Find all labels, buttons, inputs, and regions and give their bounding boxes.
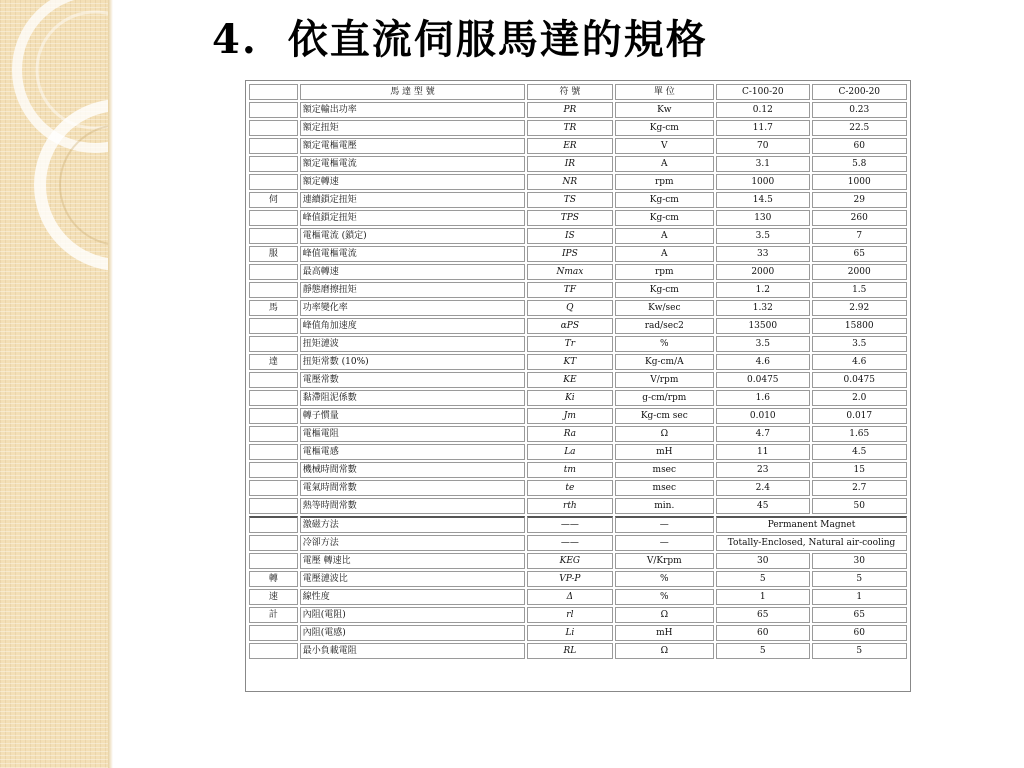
value-c100-cell: 1.32 (716, 300, 809, 316)
unit-cell: msec (615, 480, 715, 496)
value-c100-cell: 11.7 (716, 120, 809, 136)
group-label-cell (249, 643, 298, 659)
group-label-cell (249, 625, 298, 641)
table-row (249, 571, 907, 587)
unit-cell: g-cm/rpm (615, 390, 715, 406)
value-c100-cell: 3.1 (716, 156, 809, 172)
value-c200-cell: 1 (812, 589, 908, 605)
parameter-name-cell: 機械時間常數 (300, 462, 525, 478)
value-c200-cell: 15800 (812, 318, 908, 334)
header-cell-c100: C-100-20 (716, 84, 809, 100)
parameter-name-cell: 電壓 轉速比 (300, 553, 525, 569)
value-c100-cell: 4.6 (716, 354, 809, 370)
symbol-cell: rth (527, 498, 612, 514)
group-label-cell (249, 426, 298, 442)
parameter-name-cell: 連續鎖定扭矩 (300, 192, 525, 208)
value-c200-cell: 4.6 (812, 354, 908, 370)
group-label-cell: 轉 (249, 571, 298, 587)
value-c200-cell: 5 (812, 643, 908, 659)
unit-cell: V/Krpm (615, 553, 715, 569)
value-c200-cell: 1.5 (812, 282, 908, 298)
group-label-cell (249, 336, 298, 352)
table-row (249, 318, 907, 334)
value-c200-cell: 15 (812, 462, 908, 478)
parameter-name-cell: 黏滯阻泥係數 (300, 390, 525, 406)
table-row (249, 102, 907, 118)
symbol-cell: αPS (527, 318, 612, 334)
symbol-cell: rl (527, 607, 612, 623)
parameter-name-cell: 電壓常數 (300, 372, 525, 388)
value-c100-cell: 13500 (716, 318, 809, 334)
table-row (249, 372, 907, 388)
merged-value-cell: Totally-Enclosed, Natural air-cooling (716, 535, 907, 551)
value-c100-cell: 2.4 (716, 480, 809, 496)
symbol-cell: tm (527, 462, 612, 478)
symbol-cell: VP-P (527, 571, 612, 587)
value-c100-cell: 45 (716, 498, 809, 514)
value-c200-cell: 5 (812, 571, 908, 587)
unit-cell: rad/sec2 (615, 318, 715, 334)
value-c200-cell: 260 (812, 210, 908, 226)
table-row (249, 462, 907, 478)
symbol-cell: La (527, 444, 612, 460)
value-c200-cell: 7 (812, 228, 908, 244)
unit-cell: A (615, 228, 715, 244)
table-row (249, 156, 907, 172)
merged-value-cell: Permanent Magnet (716, 516, 907, 533)
slide-title (212, 8, 708, 72)
table-row (249, 210, 907, 226)
symbol-cell: IPS (527, 246, 612, 262)
group-label-cell: 速 (249, 589, 298, 605)
decorative-circles (0, 0, 113, 768)
unit-cell: mH (615, 625, 715, 641)
group-label-cell (249, 174, 298, 190)
value-c200-cell: 60 (812, 138, 908, 154)
header-cell-group (249, 84, 298, 100)
symbol-cell: PR (527, 102, 612, 118)
table-row (249, 625, 907, 641)
unit-cell: — (615, 516, 715, 533)
unit-cell: Kg-cm (615, 282, 715, 298)
unit-cell: Kg-cm (615, 192, 715, 208)
table-header-row (249, 84, 907, 100)
table-row (249, 553, 907, 569)
parameter-name-cell: 激磁方法 (300, 516, 525, 533)
value-c100-cell: 33 (716, 246, 809, 262)
symbol-cell: —— (527, 535, 612, 551)
symbol-cell: IS (527, 228, 612, 244)
table-row (249, 444, 907, 460)
table-row (249, 589, 907, 605)
group-label-cell (249, 390, 298, 406)
value-c200-cell: 0.017 (812, 408, 908, 424)
unit-cell: rpm (615, 264, 715, 280)
parameter-name-cell: 最高轉速 (300, 264, 525, 280)
symbol-cell: KT (527, 354, 612, 370)
unit-cell: msec (615, 462, 715, 478)
group-label-cell (249, 282, 298, 298)
symbol-cell: Δ (527, 589, 612, 605)
value-c100-cell: 0.12 (716, 102, 809, 118)
symbol-cell: Nmax (527, 264, 612, 280)
value-c100-cell: 1 (716, 589, 809, 605)
unit-cell: % (615, 571, 715, 587)
unit-cell: % (615, 589, 715, 605)
table-row (249, 535, 907, 551)
symbol-cell: Li (527, 625, 612, 641)
table-row (249, 390, 907, 406)
value-c200-cell: 60 (812, 625, 908, 641)
value-c100-cell: 5 (716, 571, 809, 587)
parameter-name-cell: 最小負載電阻 (300, 643, 525, 659)
unit-cell: min. (615, 498, 715, 514)
table-row (249, 282, 907, 298)
value-c200-cell: 2.0 (812, 390, 908, 406)
unit-cell: Ω (615, 426, 715, 442)
unit-cell: A (615, 246, 715, 262)
symbol-cell: Q (527, 300, 612, 316)
value-c200-cell: 0.0475 (812, 372, 908, 388)
value-c100-cell: 3.5 (716, 228, 809, 244)
parameter-name-cell: 電樞電感 (300, 444, 525, 460)
group-label-cell: 伺 (249, 192, 298, 208)
spec-table (247, 82, 909, 661)
parameter-name-cell: 扭矩漣波 (300, 336, 525, 352)
parameter-name-cell: 電氣時間常數 (300, 480, 525, 496)
table-row (249, 120, 907, 136)
table-row (249, 228, 907, 244)
header-cell-c200: C-200-20 (812, 84, 908, 100)
value-c100-cell: 130 (716, 210, 809, 226)
table-row (249, 498, 907, 514)
value-c200-cell: 29 (812, 192, 908, 208)
unit-cell: A (615, 156, 715, 172)
value-c100-cell: 65 (716, 607, 809, 623)
value-c200-cell: 65 (812, 607, 908, 623)
unit-cell: V (615, 138, 715, 154)
symbol-cell: Tr (527, 336, 612, 352)
table-row (249, 300, 907, 316)
value-c200-cell: 2000 (812, 264, 908, 280)
value-c200-cell: 1000 (812, 174, 908, 190)
symbol-cell: ER (527, 138, 612, 154)
group-label-cell (249, 102, 298, 118)
parameter-name-cell: 內阻(電感) (300, 625, 525, 641)
unit-cell: Kg-cm (615, 210, 715, 226)
value-c200-cell: 3.5 (812, 336, 908, 352)
group-label-cell (249, 264, 298, 280)
symbol-cell: NR (527, 174, 612, 190)
symbol-cell: Jm (527, 408, 612, 424)
value-c100-cell: 11 (716, 444, 809, 460)
parameter-name-cell: 額定轉速 (300, 174, 525, 190)
unit-cell: Kg-cm (615, 120, 715, 136)
group-label-cell (249, 372, 298, 388)
group-label-cell: 計 (249, 607, 298, 623)
parameter-name-cell: 轉子慣量 (300, 408, 525, 424)
symbol-cell: KEG (527, 553, 612, 569)
symbol-cell: KE (527, 372, 612, 388)
spec-table-body (249, 84, 907, 659)
group-label-cell (249, 138, 298, 154)
parameter-name-cell: 冷卻方法 (300, 535, 525, 551)
symbol-cell: TS (527, 192, 612, 208)
group-label-cell (249, 444, 298, 460)
parameter-name-cell: 電樞電阻 (300, 426, 525, 442)
value-c200-cell: 30 (812, 553, 908, 569)
unit-cell: Kw (615, 102, 715, 118)
table-row (249, 607, 907, 623)
table-row (249, 354, 907, 370)
table-row (249, 138, 907, 154)
value-c100-cell: 23 (716, 462, 809, 478)
header-cell-symbol: 符 號 (527, 84, 612, 100)
symbol-cell: RL (527, 643, 612, 659)
slide-title-text: 依直流伺服馬達的規格 (287, 16, 708, 63)
unit-cell: Kw/sec (615, 300, 715, 316)
parameter-name-cell: 額定輸出功率 (300, 102, 525, 118)
table-row (249, 516, 907, 533)
unit-cell: Kg-cm/A (615, 354, 715, 370)
group-label-cell (249, 408, 298, 424)
unit-cell: Ω (615, 643, 715, 659)
value-c200-cell: 50 (812, 498, 908, 514)
symbol-cell: te (527, 480, 612, 496)
group-label-cell: 馬 (249, 300, 298, 316)
decorative-sidebar (0, 0, 113, 768)
parameter-name-cell: 額定扭矩 (300, 120, 525, 136)
symbol-cell: TF (527, 282, 612, 298)
value-c100-cell: 1000 (716, 174, 809, 190)
parameter-name-cell: 電樞電流 (鎖定) (300, 228, 525, 244)
group-label-cell (249, 516, 298, 533)
table-row (249, 426, 907, 442)
symbol-cell: IR (527, 156, 612, 172)
value-c100-cell: 30 (716, 553, 809, 569)
parameter-name-cell: 熱等時間常數 (300, 498, 525, 514)
table-row (249, 480, 907, 496)
value-c200-cell: 2.7 (812, 480, 908, 496)
slide-title-number: 4. (212, 16, 258, 63)
value-c100-cell: 5 (716, 643, 809, 659)
unit-cell: rpm (615, 174, 715, 190)
unit-cell: — (615, 535, 715, 551)
value-c100-cell: 14.5 (716, 192, 809, 208)
table-row (249, 174, 907, 190)
value-c100-cell: 4.7 (716, 426, 809, 442)
table-row (249, 643, 907, 659)
parameter-name-cell: 扭矩常數 (10%) (300, 354, 525, 370)
value-c100-cell: 70 (716, 138, 809, 154)
group-label-cell (249, 462, 298, 478)
parameter-name-cell: 內阻(電阻) (300, 607, 525, 623)
value-c100-cell: 60 (716, 625, 809, 641)
spec-table-frame (245, 80, 911, 692)
value-c200-cell: 22.5 (812, 120, 908, 136)
symbol-cell: —— (527, 516, 612, 533)
table-row (249, 192, 907, 208)
group-label-cell (249, 553, 298, 569)
table-row (249, 264, 907, 280)
group-label-cell (249, 480, 298, 496)
parameter-name-cell: 額定電樞電壓 (300, 138, 525, 154)
table-row (249, 408, 907, 424)
parameter-name-cell: 線性度 (300, 589, 525, 605)
group-label-cell (249, 210, 298, 226)
value-c200-cell: 65 (812, 246, 908, 262)
parameter-name-cell: 峰值電樞電流 (300, 246, 525, 262)
value-c200-cell: 2.92 (812, 300, 908, 316)
parameter-name-cell: 額定電樞電流 (300, 156, 525, 172)
unit-cell: Kg-cm sec (615, 408, 715, 424)
value-c100-cell: 3.5 (716, 336, 809, 352)
group-label-cell: 達 (249, 354, 298, 370)
group-label-cell (249, 498, 298, 514)
unit-cell: mH (615, 444, 715, 460)
value-c200-cell: 4.5 (812, 444, 908, 460)
header-cell-model: 馬 達 型 號 (300, 84, 525, 100)
value-c200-cell: 5.8 (812, 156, 908, 172)
parameter-name-cell: 電壓漣波比 (300, 571, 525, 587)
value-c100-cell: 1.2 (716, 282, 809, 298)
table-row (249, 336, 907, 352)
symbol-cell: TR (527, 120, 612, 136)
parameter-name-cell: 靜態磨擦扭矩 (300, 282, 525, 298)
symbol-cell: Ki (527, 390, 612, 406)
group-label-cell: 服 (249, 246, 298, 262)
group-label-cell (249, 120, 298, 136)
header-cell-unit: 單 位 (615, 84, 715, 100)
value-c100-cell: 0.010 (716, 408, 809, 424)
value-c200-cell: 1.65 (812, 426, 908, 442)
value-c100-cell: 0.0475 (716, 372, 809, 388)
group-label-cell (249, 228, 298, 244)
unit-cell: % (615, 336, 715, 352)
parameter-name-cell: 峰值角加速度 (300, 318, 525, 334)
unit-cell: Ω (615, 607, 715, 623)
parameter-name-cell: 峰值鎖定扭矩 (300, 210, 525, 226)
sidebar-edge (108, 0, 113, 768)
value-c200-cell: 0.23 (812, 102, 908, 118)
table-row (249, 246, 907, 262)
value-c100-cell: 2000 (716, 264, 809, 280)
value-c100-cell: 1.6 (716, 390, 809, 406)
group-label-cell (249, 318, 298, 334)
symbol-cell: TPS (527, 210, 612, 226)
group-label-cell (249, 535, 298, 551)
group-label-cell (249, 156, 298, 172)
symbol-cell: Ra (527, 426, 612, 442)
unit-cell: V/rpm (615, 372, 715, 388)
parameter-name-cell: 功率變化率 (300, 300, 525, 316)
